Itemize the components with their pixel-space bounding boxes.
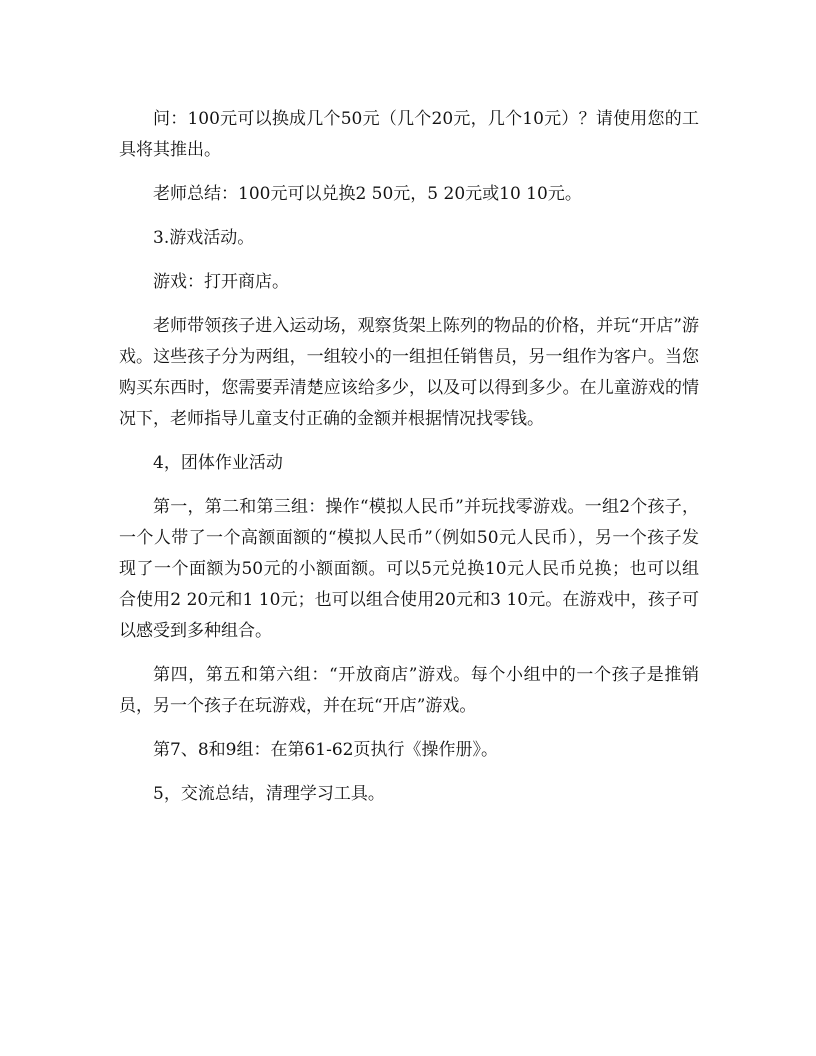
paragraph-groups-7-9: 第7、8和9组：在第61-62页执行《操作册》。 <box>153 740 498 760</box>
paragraph-heading-summary: 5，交流总结，清理学习工具。 <box>153 784 385 804</box>
paragraph-heading-group-activity: 4，团体作业活动 <box>153 453 283 473</box>
paragraph-groups-1-3: 第一，第二和第三组：操作“模拟人民币”并玩找零游戏。一组2个孩子，一个人带了一个高额面额的“模拟人民币”（例如50元人民币），另一个孩子发现了一个面额为50元的小额面额。可以5元兑换10元人民币兑换；也可以组合使用2 20元和1 10元；也可以组合使用20元和3 10元。在游戏中，孩子可以感受到多种组合。 <box>119 497 699 641</box>
paragraph-question: 问：100元可以换成几个50元（几个20元，几个10元）？请使用您的工具将其推出。 <box>119 109 699 160</box>
paragraph-heading-game-activity: 3.游戏活动。 <box>153 228 255 248</box>
paragraph-groups-4-6: 第四，第五和第六组：“开放商店”游戏。每个小组中的一个孩子是推销员，另一个孩子在玩游戏，并在玩“开店”游戏。 <box>119 665 699 716</box>
paragraph-game-title: 游戏：打开商店。 <box>153 272 289 292</box>
document-body <box>119 104 699 823</box>
paragraph-teacher-summary: 老师总结：100元可以兑换2 50元，5 20元或10 10元。 <box>153 184 582 204</box>
paragraph-game-description: 老师带领孩子进入运动场，观察货架上陈列的物品的价格，并玩“开店”游戏。这些孩子分为两组，一组较小的一组担任销售员，另一组作为客户。当您购买东西时，您需要弄清楚应该给多少，以及可以得到多少。在儿童游戏的情况下，老师指导儿童支付正确的金额并根据情况找零钱。 <box>119 316 699 429</box>
